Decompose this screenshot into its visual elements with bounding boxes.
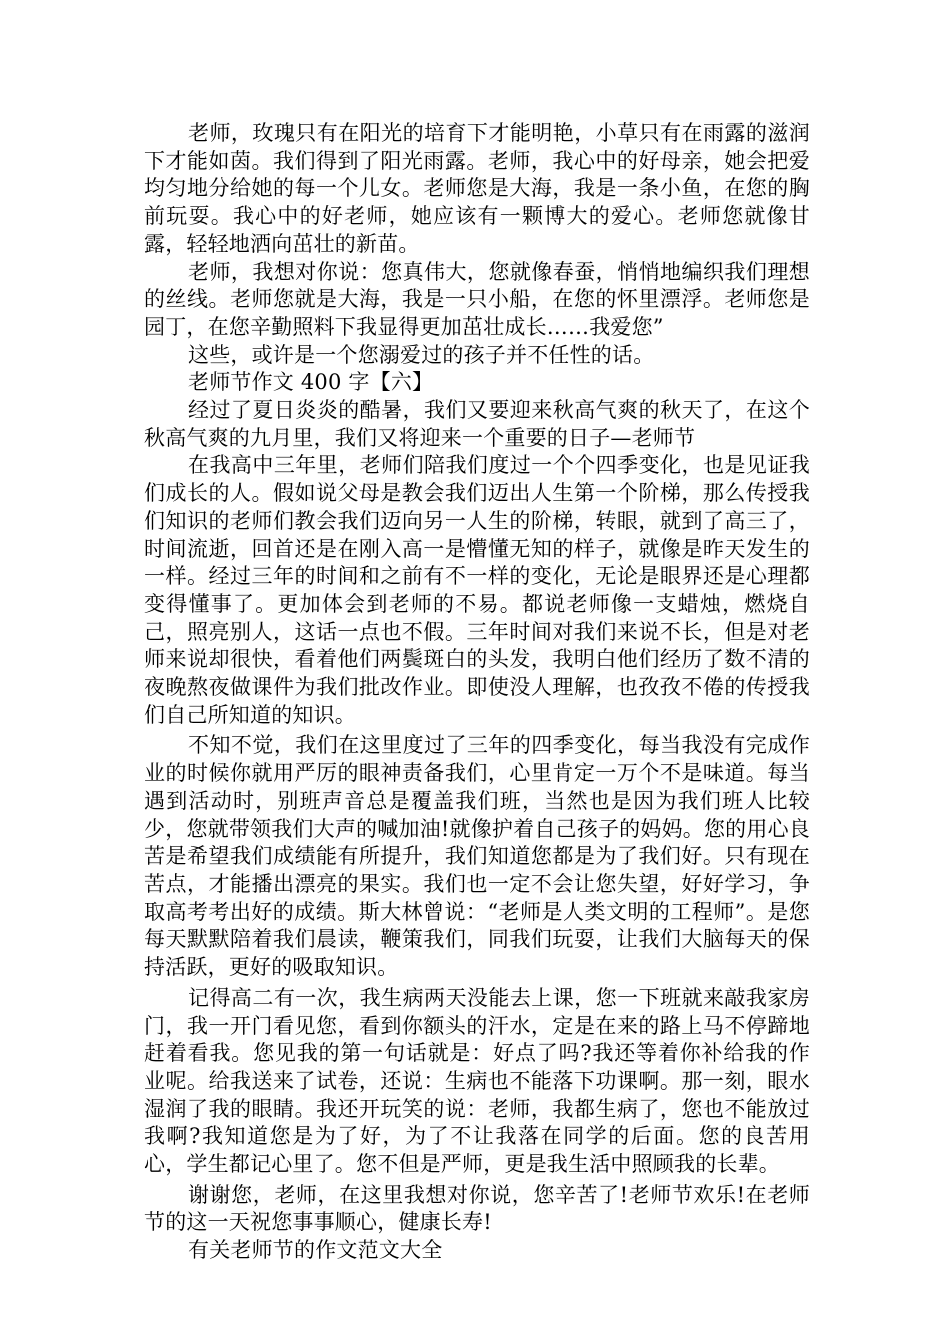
paragraph-8: 谢谢您，老师，在这里我想对你说，您辛苦了!老师节欢乐!在老师节的这一天祝您事事顺心，健康长寿! [144, 1182, 810, 1235]
paragraph-4: 经过了夏日炎炎的酷暑，我们又要迎来秋高气爽的秋天了，在这个秋高气爽的九月里，我们又将迎来一个重要的日子—老师节 [144, 398, 810, 450]
paragraph-2: 老师，我想对你说：您真伟大，您就像春蚕，悄悄地编织我们理想的丝线。老师您就是大海，我是一只小船，在您的怀里漂浮。老师您是园丁，在您辛勤照料下我显得更加茁壮成长……我爱您” [144, 259, 810, 339]
paragraph-3: 这些，或许是一个您溺爱过的孩子并不任性的话。 [188, 342, 655, 367]
document-body [144, 120, 810, 1265]
paragraph-7: 记得高二有一次，我生病两天没能去上课，您一下班就来敲我家房门，我一开门看见您，看到你额头的汗水，定是在来的路上马不停蹄地赶着看我。您见我的第一句话就是：好点了吗?我还等着你补给我的作业呢。给我送来了试卷，还说：生病也不能落下功课啊。那一刻，眼水湿润了我的眼睛。我还开玩笑的说：老师，我都生病了，您也不能放过我啊?我知道您是为了好，为了不让我落在同学的后面。您的良苦用心，学生都记心里了。您不但是严师，更是我生活中照顾我的长辈。 [144, 985, 810, 1177]
paragraph-6: 不知不觉，我们在这里度过了三年的四季变化，每当我没有完成作业的时候你就用严厉的眼神责备我们，心里肯定一万个不是味道。每当遇到活动时，别班声音总是覆盖我们班，当然也是因为我们班人比较少，您就带领我们大声的喊加油!就像护着自己孩子的妈妈。您的用心良苦是希望我们成绩能有所提升，我们知道您都是为了我们好。只有现在苦点，才能播出漂亮的果实。我们也一定不会让您失望，好好学习，争取高考考出好的成绩。斯大林曾说：“老师是人类文明的工程师”。是您每天默默陪着我们晨读，鞭策我们，同我们玩耍，让我们大脑每天的保持活跃，更好的吸取知识。 [144, 733, 810, 980]
paragraph-5: 在我高中三年里，老师们陪我们度过一个个四季变化，也是见证我们成长的人。假如说父母是教会我们迈出人生第一个阶梯，那么传授我们知识的老师们教会我们迈向另一人生的阶梯，转眼，就到了高三了，时间流逝，回首还是在刚入高一是懵懂无知的样子，就像是昨天发生的一样。经过三年的时间和之前有不一样的变化，无论是眼界还是心理都变得懂事了。更加体会到老师的不易。都说老师像一支蜡烛，燃烧自己，照亮别人，这话一点也不假。三年时间对我们来说不长，但是对老师来说却很快，看着他们两鬓斑白的头发，我明白他们经历了数不清的夜晚熬夜做课件为我们批改作业。即使没人理解，也孜孜不倦的传授我们自己所知道的知识。 [144, 453, 810, 727]
paragraph-1: 老师，玫瑰只有在阳光的培育下才能明艳，小草只有在雨露的滋润下才能如茵。我们得到了阳光雨露。老师，我心中的好母亲，她会把爱均匀地分给她的每一个儿女。老师您是大海，我是一条小鱼，在您的胸前玩耍。我心中的好老师，她应该有一颗博大的爱心。老师您就像甘露，轻轻地洒向茁壮的新苗。 [144, 121, 810, 256]
closing-line: 有关老师节的作文范文大全 [188, 1238, 443, 1263]
section-heading: 老师节作文 400 字【六】 [188, 370, 434, 395]
